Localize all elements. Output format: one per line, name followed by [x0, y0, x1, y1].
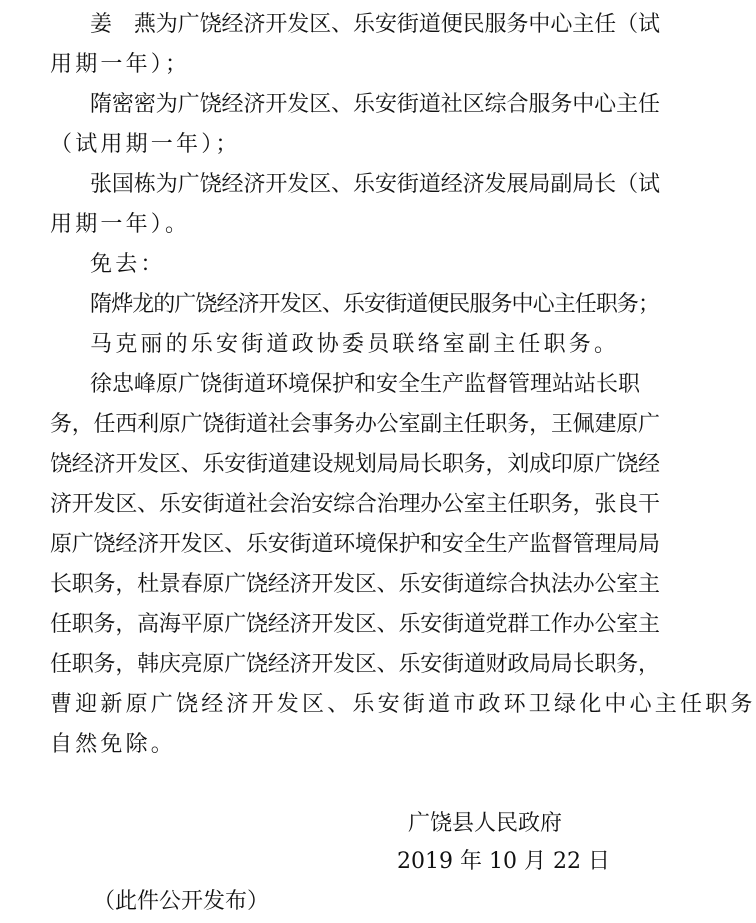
text-line: 长职务，杜景春原广饶经济开发区、乐安街道综合执法办公室主	[50, 572, 660, 597]
issuer-name: 广饶县人民政府	[408, 811, 563, 836]
text-line: 饶经济开发区、乐安街道建设规划局局长职务，刘成印原广饶经	[50, 452, 660, 477]
text-line: 任职务，韩庆亮原广饶经济开发区、乐安街道财政局局长职务，	[50, 652, 660, 677]
text-line: 张国栋为广饶经济开发区、乐安街道经济发展局副局长（试	[90, 172, 660, 197]
text-line: 任职务，高海平原广饶经济开发区、乐安街道党群工作办公室主	[50, 612, 660, 637]
text-line: 济开发区、乐安街道社会治安综合治理办公室主任职务，张良干	[50, 492, 660, 517]
text-line: 免去：	[90, 252, 166, 277]
text-line: 原广饶经济开发区、乐安街道环境保护和安全生产监督管理局局	[50, 532, 660, 557]
text-line: 马克丽的乐安街道政协委员联络室副主任职务。	[90, 332, 620, 357]
publication-note: （此件公开发布）	[93, 889, 270, 914]
text-line: （试用期一年）；	[50, 132, 241, 157]
text-line: 隋密密为广饶经济开发区、乐安街道社区综合服务中心主任	[90, 92, 660, 117]
text-line: 用期一年）；	[50, 52, 191, 77]
text-line: 姜 燕为广饶经济开发区、乐安街道便民服务中心主任（试	[90, 12, 660, 37]
text-line: 用期一年）。	[50, 212, 191, 237]
text-line: 自然免除。	[50, 732, 177, 757]
text-line: 隋烨龙的广饶经济开发区、乐安街道便民服务中心主任职务；	[90, 292, 660, 317]
text-line: 曹迎新原广饶经济开发区、乐安街道市政环卫绿化中心主任职务	[50, 692, 756, 717]
text-line: 徐忠峰原广饶街道环境保护和安全生产监督管理站站长职	[90, 372, 641, 397]
text-line: 务，任西利原广饶街道社会事务办公室副主任职务，王佩建原广	[50, 412, 660, 437]
issue-date: 2019 年 10 月 22 日	[397, 849, 610, 874]
